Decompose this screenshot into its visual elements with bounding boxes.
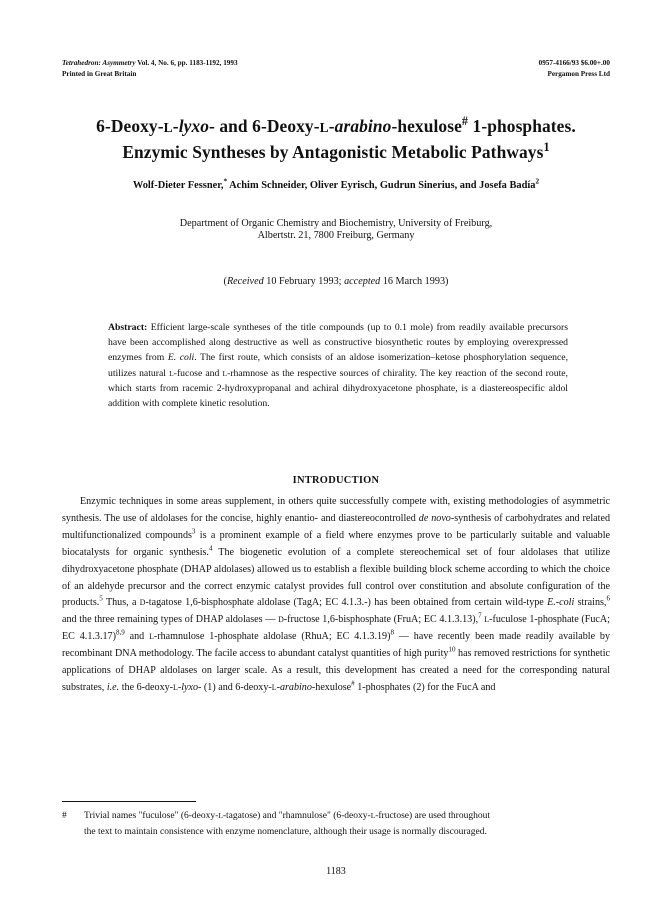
author-reference-mark: 2 (535, 177, 540, 186)
footnote-text: L (218, 811, 223, 820)
body-text: D (278, 615, 284, 625)
reference-mark: 10 (448, 645, 456, 654)
title-part: Enzymic Syntheses by Antagonistic Metabolic Pathways (122, 142, 544, 162)
footnote-text: Trivial names "fuculose" (6-deoxy- (84, 811, 219, 821)
body-text: - (1) and 6-deoxy- (198, 681, 272, 693)
body-text: Thus, a (102, 597, 140, 609)
reference-mark: 7 (478, 611, 482, 620)
body-text: i.e. (106, 681, 120, 693)
abstract-text: -fucose and (173, 367, 223, 379)
received-part: ( (223, 276, 227, 287)
body-text: 1-phosphates (2) for the FucA and (354, 681, 496, 693)
body-text: -fructose 1,6-bisphosphate (FruA; EC 4.1.3.13), (283, 614, 479, 626)
title-part: 6-Deoxy- (96, 116, 164, 136)
footnote-divider (62, 801, 196, 802)
body-text: L (149, 632, 154, 642)
footnote-text: -fructose) are used throughout (375, 811, 490, 821)
footnote (62, 808, 610, 840)
reference-mark: 8 (390, 628, 394, 637)
abstract (108, 320, 568, 411)
body-text: de novo (418, 512, 451, 524)
body-text: D (139, 598, 146, 608)
other-authors: Achim Schneider, Oliver Eyrisch, Gudrun Sinerius, and Josefa Badía (227, 180, 536, 191)
body-text: Enzymic techniques in some areas supplement, in others quite successfully compete with, existing methodologies of asymmetric synthesis. The use of aldolases for the concise, highly enantio- and diastereocontrolled (62, 496, 610, 524)
affiliation-line-2: Albertstr. 21, 7800 Freiburg, Germany (257, 230, 415, 241)
author-fessner: Wolf-Dieter Fessner, (132, 180, 224, 191)
body-text: -rhamnulose 1-phosphate aldolase (RhuA; EC 4.1.3.19) (153, 631, 391, 643)
affiliation-line-1: Department of Organic Chemistry and Biochemistry, University of Freiburg, (179, 218, 493, 229)
body-text: -tagatose 1,6-bisphosphate aldolase (TagA; EC 4.1.3.-) has been obtained from certain wild-type (145, 597, 548, 609)
title-part: - (328, 116, 335, 136)
running-header-left (62, 58, 238, 80)
body-text: — have recently been made readily available by recombinant DNA methodology. The facile access to abundant catalyst quantities of high purity (62, 631, 611, 660)
reference-mark: 3 (191, 527, 196, 536)
title-line-1 (40, 114, 632, 140)
footnote-text-line-2: the text to maintain consistence with enzyme nomenclature, although their usage is normally discouraged. (84, 827, 487, 837)
title-reference-mark: 1 (543, 140, 550, 155)
body-text: L (173, 682, 178, 692)
footnote-mark: # (351, 679, 355, 688)
body-text: The biogenetic evolution of a complete stereochemical set of four aldolases that utilize dihydroxyacetone phosphate (DHAP aldolases) allowed us to establish a flexible building block scheme according to which the choice of an aldehyde precursor and the correct enzymic catalyst provides full control over constitution and absolute configuration of the products. (62, 546, 610, 609)
reference-mark: 4 (208, 544, 213, 553)
body-text: -hexulose (311, 681, 352, 693)
abstract-text: L (169, 368, 174, 378)
accepted-date: 16 March 1993) (380, 276, 449, 287)
title-footnote-mark: # (461, 114, 469, 129)
body-text: -synthesis of carbohydrates and related multifunctionalized compounds (62, 512, 610, 541)
body-text: has removed restrictions for synthetic applications of DHAP aldolases on larger scale. As a result, this development has created a need for the corresponding natural substrates, (62, 648, 610, 693)
citation-details: Vol. 4, No. 6, pp. 1183-1192, 1993 (137, 59, 238, 67)
affiliation (90, 218, 582, 242)
page-number: 1183 (326, 866, 346, 877)
reference-mark: 6 (606, 595, 610, 604)
received-date: 10 February 1993; (263, 276, 345, 287)
body-text: and (124, 631, 150, 643)
body-text: E.-coli (547, 597, 575, 609)
title-part: - (172, 116, 179, 136)
body-text: is a prominent example of a field where enzymes prove to be particularly suitable and valuable biocatalysts for organic synthesis. (62, 529, 610, 558)
footnote-text: L (370, 811, 376, 820)
footnote-text: -tagatose) and "rhamnulose" (6-deoxy- (222, 811, 371, 821)
title-part: arabino (334, 116, 392, 136)
author-list (40, 179, 632, 193)
abstract-text: -rhamnose as the respective sources of chirality. The key reaction of the second route, which starts from racemic 2-hydroxypropanal and achiral dihydroxyacetone phosphate, is a diastereospecific aldol addition with complete kinetic resolution. (108, 367, 568, 410)
title-part: L (163, 120, 173, 135)
section-heading-introduction: INTRODUCTION (292, 475, 380, 486)
running-header-right (539, 58, 610, 80)
introduction-paragraph (62, 494, 610, 697)
reference-mark: 8,9 (115, 628, 125, 637)
received-dates (60, 275, 612, 289)
journal-citation (62, 58, 238, 69)
title-part: L (319, 120, 329, 135)
abstract-text: E. coli (167, 352, 195, 364)
title-part: - and 6-Deoxy- (209, 116, 320, 136)
title-part: 1-phosphates. (468, 116, 576, 136)
reference-mark: 5 (99, 595, 103, 604)
journal-name: Tetrahedron: Asymmetry (62, 59, 136, 67)
accepted-label: accepted (344, 276, 381, 287)
body-text: - (276, 681, 280, 693)
body-text: strains, (574, 597, 607, 609)
body-text: arabino (279, 681, 312, 693)
issn-code: 0957-4166/93 $6.00+.00 (538, 59, 610, 67)
introduction-body (62, 494, 610, 697)
body-text: lyxo (181, 681, 199, 693)
body-text: - (177, 681, 182, 693)
body-text: the 6-deoxy- (119, 681, 174, 693)
title-part: -hexulose (391, 116, 462, 136)
body-text: L (271, 682, 277, 692)
title-line-2 (40, 140, 632, 164)
printed-in: Printed in Great Britain (62, 70, 137, 78)
title-part: lyxo (178, 116, 210, 136)
body-text: -fuculose 1-phosphate (FucA; EC 4.1.3.17) (62, 614, 610, 643)
publisher: Pergamon Press Ltd (547, 70, 610, 78)
footnote-symbol: # (62, 811, 67, 821)
abstract-text: L (222, 368, 228, 378)
abstract-text: Efficient large-scale syntheses of the title compounds (up to 0.1 mole) from readily available precursors have been accomplished along destructive as well as constructive biosynthetic routes by employing overexpressed enzymes from (108, 322, 568, 364)
body-text: and the three remaining types of DHAP aldolases — (62, 614, 279, 626)
body-text: L (484, 615, 490, 625)
abstract-text: . The first route, which consists of an aldose isomerization–ketose phosphorylation sequence, utilizes natural (108, 352, 568, 379)
corresponding-author-mark: * (223, 177, 228, 186)
received-label: Received (226, 276, 264, 287)
abstract-label: Abstract: (108, 322, 148, 333)
paper-title (40, 114, 632, 164)
